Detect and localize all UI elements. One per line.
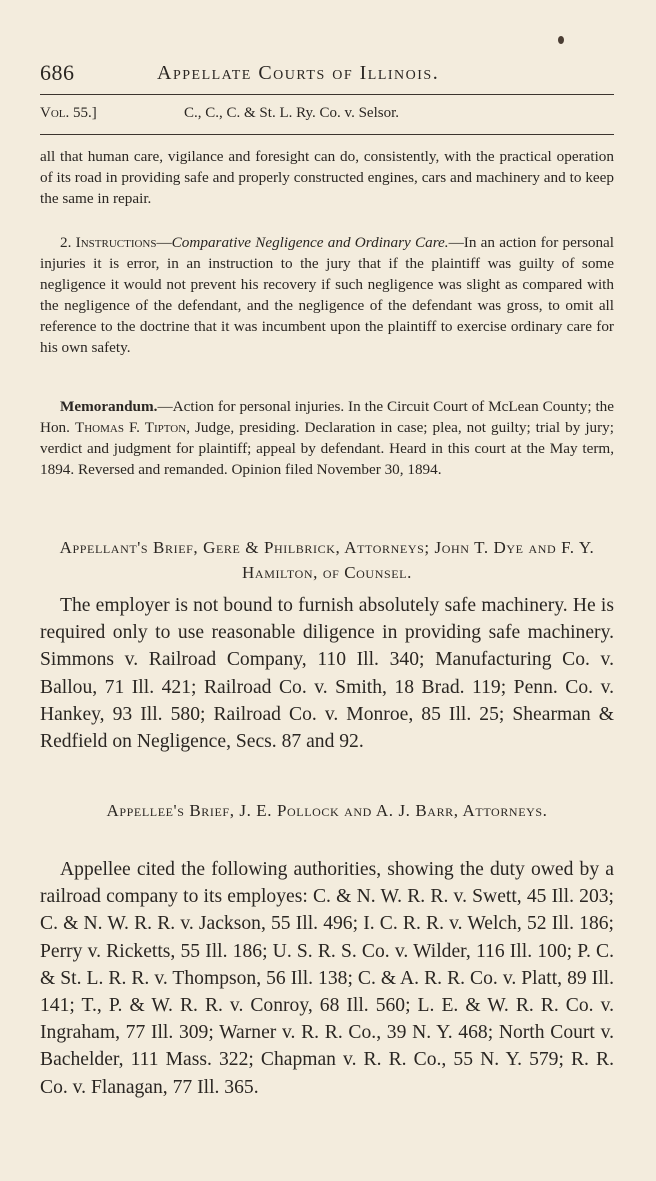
syllabus-number: 2. (60, 234, 72, 251)
syllabus-topic: Comparative Negligence and Ordinary Care. (171, 234, 449, 251)
running-title: Appellate Courts of Illinois. (157, 62, 440, 84)
header-rule-top (40, 94, 614, 95)
syllabus-paragraph-1: all that human care, vigilance and foresight can do, consistently, with the practical operation of its road in providing safe and properly constructed engines, cars and machinery and to keep the same in repair. (40, 148, 614, 207)
case-subheader (40, 105, 614, 129)
appellant-brief-heading: Appellant's Brief, Gere & Philbrick, Attorneys; John T. Dye and F. Y. Hamilton, of Counsel. (59, 538, 595, 582)
appellant-brief-text: The employer is not bound to furnish absolutely safe machinery. He is required only to use reasonable diligence in providing safe machinery. Simmons v. Railroad Company, 110 Ill. 340; Manufacturing Co. v. Ballou, 71 Ill. 421; Railroad Co. v. Smith, 18 Brad. 119; Penn. Co. v. Hankey, 93 Ill. 580; Railroad Co. v. Monroe, 85 Ill. 25; Shearman & Redfield on Negligence, Secs. 87 and 92. (40, 595, 614, 753)
ink-speck (558, 36, 564, 44)
memorandum-label: Memorandum. (60, 398, 158, 415)
syllabus-paragraph-2 (40, 232, 614, 358)
page-number: 686 (40, 60, 75, 85)
syllabus-heading: Instructions (75, 234, 157, 251)
syllabus-text: —In an action for personal injuries it is error, in an instruction to the jury that if the plaintiff was guilty of some negligence it would not prevent his recovery if such negligence was slight as compared with the negligence of the defendant, and the negligence of the defendant was gross, to omit all reference to the doctrine that it was incumbent upon the plaintiff to exercise ordinary care for his own safety. (40, 234, 615, 356)
page-header (40, 60, 620, 90)
appellee-brief-heading: Appellee's Brief, J. E. Pollock and A. J. Barr, Attorneys. (106, 801, 548, 820)
volume-label: Vol. 55.] (40, 105, 97, 121)
header-rule-bottom (40, 134, 614, 135)
syllabus-dash: — (156, 234, 172, 251)
case-name: C., C., C. & St. L. Ry. Co. v. Selsor. (184, 105, 399, 121)
appellee-brief-text: Appellee cited the following authorities, showing the duty owed by a railroad company to its employes: C. & N. W. R. R. v. Swett, 45 Ill. 203; C. & N. W. R. R. v. Jackson, 55 Ill. 496; I. C. R. R. v. Welch, 52 Ill. 186; Perry v. Ricketts, 55 Ill. 186; U. S. R. S. Co. v. Wilder, 116 Ill. 100; P. C. & St. L. R. R. v. Thompson, 56 Ill. 138; C. & A. R. R. Co. v. Platt, 89 Ill. 141; T., P. & W. R. R. v. Conroy, 68 Ill. 560; L. E. & W. R. R. Co. v. Ingraham, 77 Ill. 309; Warner v. R. R. Co., 39 N. Y. 468; North Court v. Bachelder, 111 Mass. 322; Chapman v. R. R. Co., 55 N. Y. 579; R. R. Co. v. Flanagan, 77 Ill. 365. (40, 859, 614, 1098)
memorandum-text-a: —Action for personal injuries. In the Circuit Court of McLean County; the Hon. (40, 398, 614, 436)
memorandum-paragraph (40, 396, 614, 480)
memorandum-text-b: , Judge, presiding. Declaration in case; plea, not guilty; trial by jury; verdict and judgment for plaintiff; appeal by defendant. Heard in this court at the May term, 1894. Reversed and remanded. Opinion filed November 30, 1894. (40, 419, 614, 478)
judge-name: Thomas F. Tipton (74, 419, 187, 436)
